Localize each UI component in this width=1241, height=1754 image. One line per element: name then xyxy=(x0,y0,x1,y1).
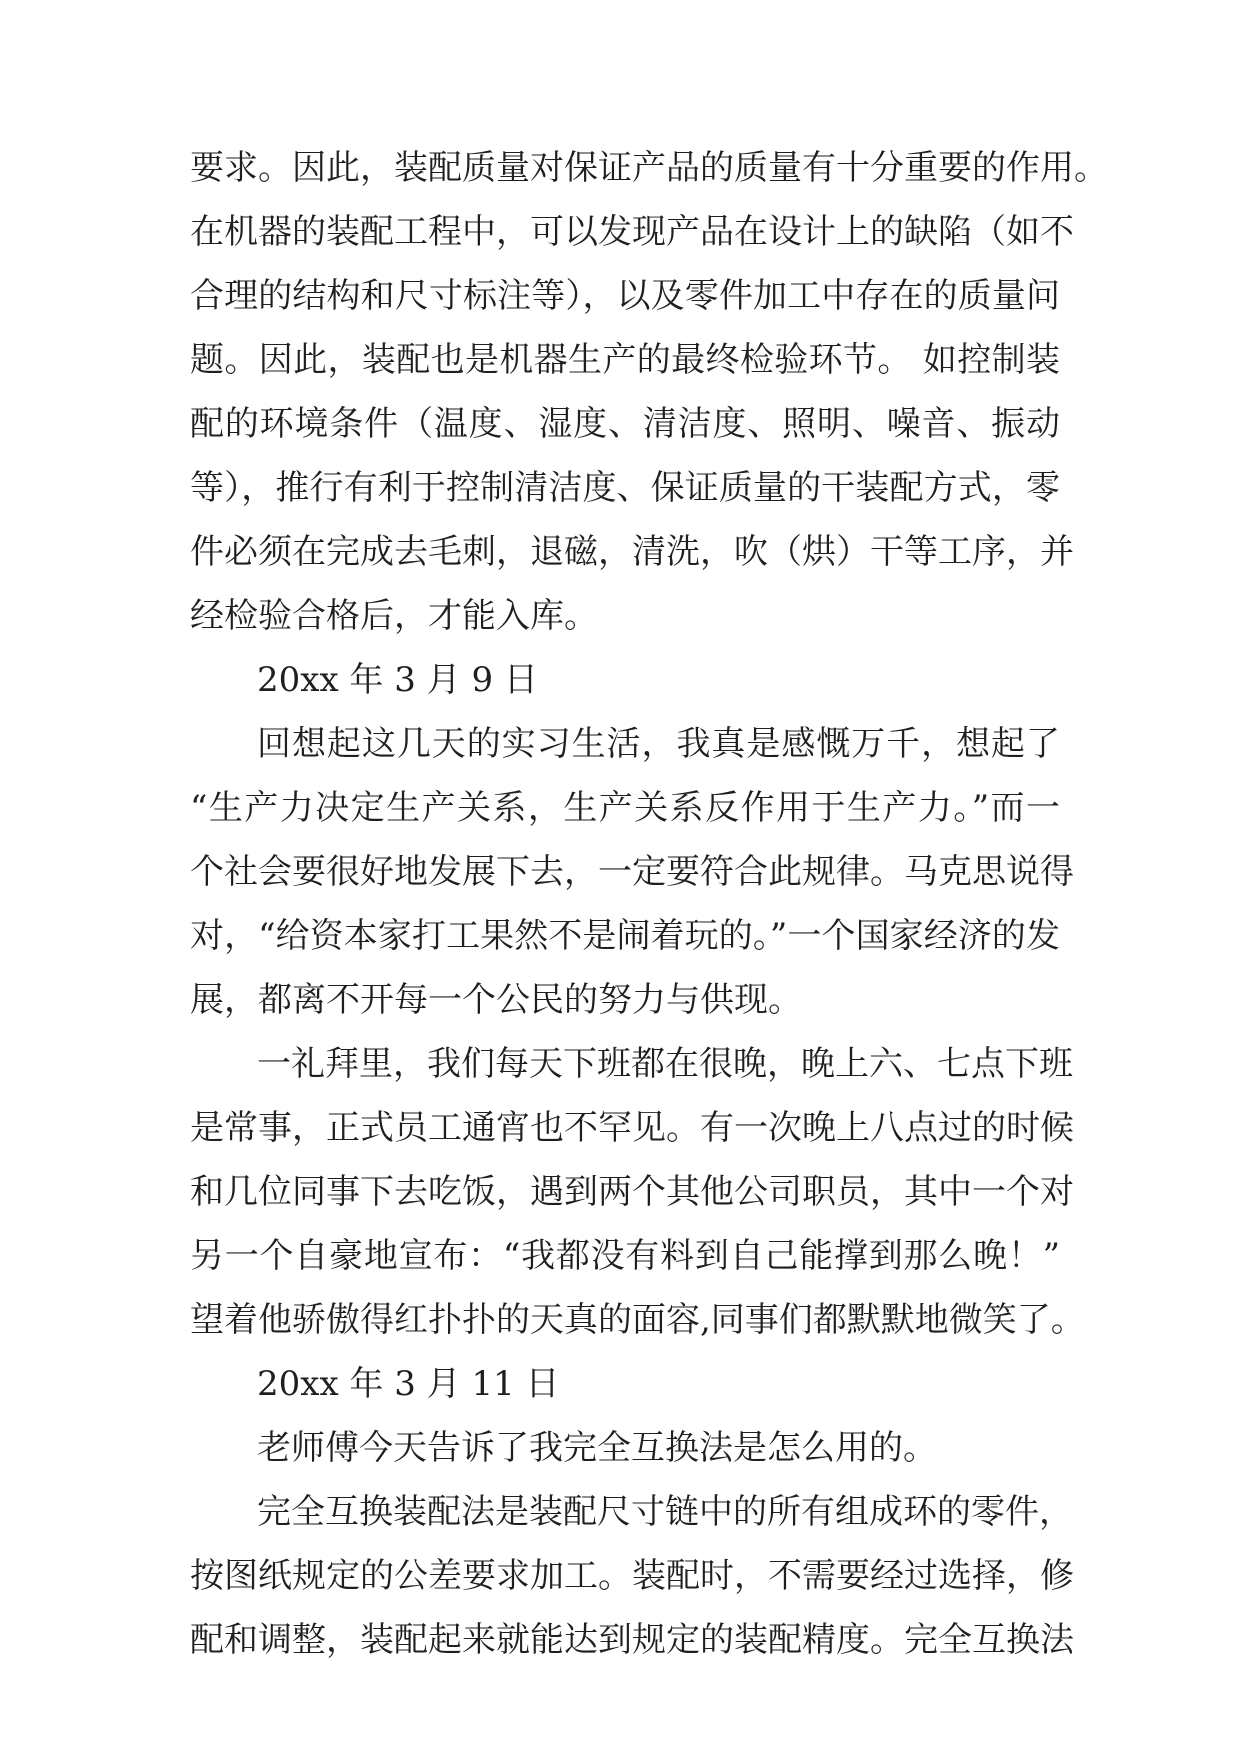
body-text-line: “生产力决定生产关系，生产关系反作用于生产力。”而一 xyxy=(190,788,1060,828)
body-text-line: 另一个自豪地宣布：“我都没有料到自己能撑到那么晚！” xyxy=(190,1236,1060,1276)
body-text-line: 对，“给资本家打工果然不是闹着玩的。”一个国家经济的发 xyxy=(190,916,1060,956)
body-text-line: 题。因此，装配也是机器生产的最终检验环节。 如控制装 xyxy=(190,340,1060,380)
body-text-line: 个社会要很好地发展下去，一定要符合此规律。马克思说得 xyxy=(190,852,1074,892)
body-text-line: 和几位同事下去吃饭，遇到两个其他公司职员，其中一个对 xyxy=(190,1172,1074,1212)
body-text-line: 展，都离不开每一个公民的努力与供现。 xyxy=(190,980,802,1020)
body-text-line: 回想起这几天的实习生活，我真是感慨万千，想起了 xyxy=(257,724,1060,764)
body-text-line: 要求。因此，装配质量对保证产品的质量有十分重要的作用。 xyxy=(190,148,1108,188)
body-text-line: 件必须在完成去毛刺，退磁，清洗，吹（烘）干等工序，并 xyxy=(190,532,1074,572)
body-text-line: 是常事，正式员工通宵也不罕见。有一次晚上八点过的时候 xyxy=(190,1108,1074,1148)
body-text-line: 配和调整，装配起来就能达到规定的装配精度。完全互换法 xyxy=(190,1620,1074,1660)
body-text-line: 配的环境条件（温度、湿度、清洁度、照明、噪音、振动 xyxy=(190,404,1060,444)
date-heading: 20xx 年 3 月 9 日 xyxy=(257,660,538,700)
body-text-line: 在机器的装配工程中，可以发现产品在设计上的缺陷（如不 xyxy=(190,212,1074,252)
body-text-line: 等），推行有利于控制清洁度、保证质量的干装配方式，零 xyxy=(190,468,1060,508)
body-text-line: 合理的结构和尺寸标注等），以及零件加工中存在的质量问 xyxy=(190,276,1060,316)
body-text-line: 完全互换装配法是装配尺寸链中的所有组成环的零件， xyxy=(257,1492,1073,1532)
body-text-line: 经检验合格后，才能入库。 xyxy=(190,596,598,636)
date-heading: 20xx 年 3 月 11 日 xyxy=(257,1364,560,1404)
body-text-line: 望着他骄傲得红扑扑的天真的面容,同事们都默默地微笑了。 xyxy=(190,1300,1085,1340)
body-text-line: 老师傅今天告诉了我完全互换法是怎么用的。 xyxy=(257,1428,937,1468)
body-text-line: 一礼拜里，我们每天下班都在很晚，晚上六、七点下班 xyxy=(257,1044,1073,1084)
body-text-line: 按图纸规定的公差要求加工。装配时，不需要经过选择，修 xyxy=(190,1556,1074,1596)
